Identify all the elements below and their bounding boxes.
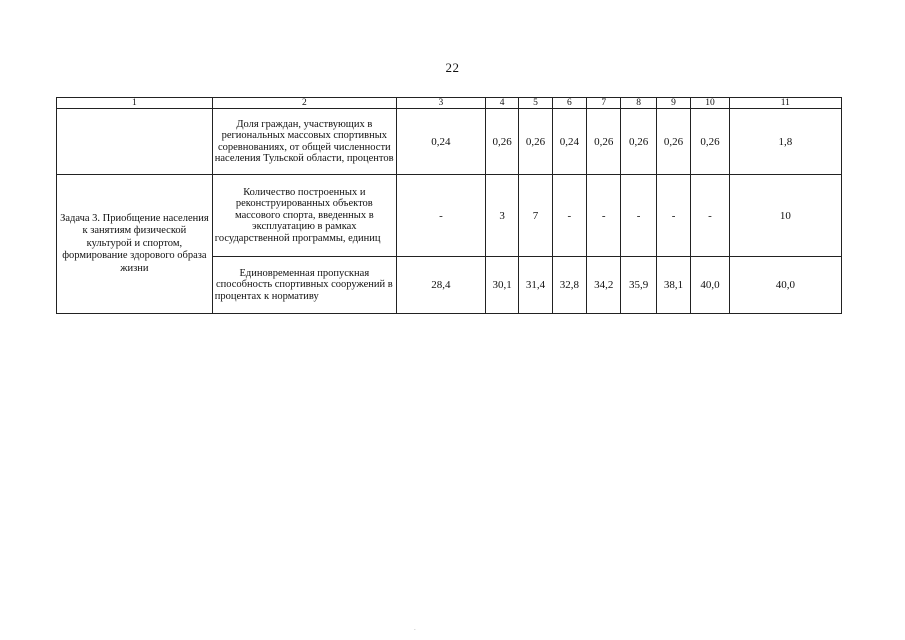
value-cell: 30,1	[485, 257, 518, 314]
column-header: 5	[519, 98, 552, 109]
column-header: 1	[57, 98, 213, 109]
value-cell: 35,9	[621, 257, 656, 314]
value-cell: 0,24	[396, 109, 485, 175]
value-cell: 32,8	[552, 257, 586, 314]
value-cell: 28,4	[396, 257, 485, 314]
indicator-cell: Количество построенных и реконструированных объектов массового спорта, введенных в эксплуатацию в рамках государственной программы, единиц	[212, 175, 396, 257]
value-cell: -	[621, 175, 656, 257]
column-header: 7	[587, 98, 621, 109]
value-cell: 0,26	[485, 109, 518, 175]
page-number: 22	[445, 60, 460, 75]
table-header-row	[57, 98, 842, 109]
column-header: 2	[212, 98, 396, 109]
value-cell: -	[552, 175, 586, 257]
table-row	[57, 109, 842, 175]
task-cell	[57, 109, 213, 175]
value-cell: 0,26	[519, 109, 552, 175]
value-cell: -	[656, 175, 690, 257]
value-cell: -	[691, 175, 729, 257]
value-cell: 40,0	[691, 257, 729, 314]
value-cell: -	[396, 175, 485, 257]
table-row	[57, 175, 842, 257]
column-header: 4	[485, 98, 518, 109]
value-cell: -	[587, 175, 621, 257]
value-cell: 31,4	[519, 257, 552, 314]
indicators-table	[56, 97, 842, 314]
value-cell: 0,26	[587, 109, 621, 175]
indicator-cell: Единовременная пропускная способность спортивных сооружений в процентах к нормативу	[212, 257, 396, 314]
column-header: 6	[552, 98, 586, 109]
value-cell: 40,0	[729, 257, 841, 314]
column-header: 3	[396, 98, 485, 109]
value-cell: 38,1	[656, 257, 690, 314]
value-cell: 0,26	[621, 109, 656, 175]
value-cell: 3	[485, 175, 518, 257]
column-header: 10	[691, 98, 729, 109]
value-cell: 10	[729, 175, 841, 257]
value-cell: 0,24	[552, 109, 586, 175]
value-cell: 1,8	[729, 109, 841, 175]
value-cell: 0,26	[656, 109, 690, 175]
column-header: 11	[729, 98, 841, 109]
value-cell: 7	[519, 175, 552, 257]
value-cell: 0,26	[691, 109, 729, 175]
task-cell: Задача 3. Приобщение населения к занятиям физической культурой и спортом, формирование здорового образа жизни	[57, 175, 213, 314]
footer-mark: .	[414, 624, 416, 632]
value-cell: 34,2	[587, 257, 621, 314]
column-header: 9	[656, 98, 690, 109]
column-header: 8	[621, 98, 656, 109]
indicator-cell: Доля граждан, участвующих в региональных массовых спортивных соревнованиях, от общей численности населения Тульской области, процентов	[212, 109, 396, 175]
